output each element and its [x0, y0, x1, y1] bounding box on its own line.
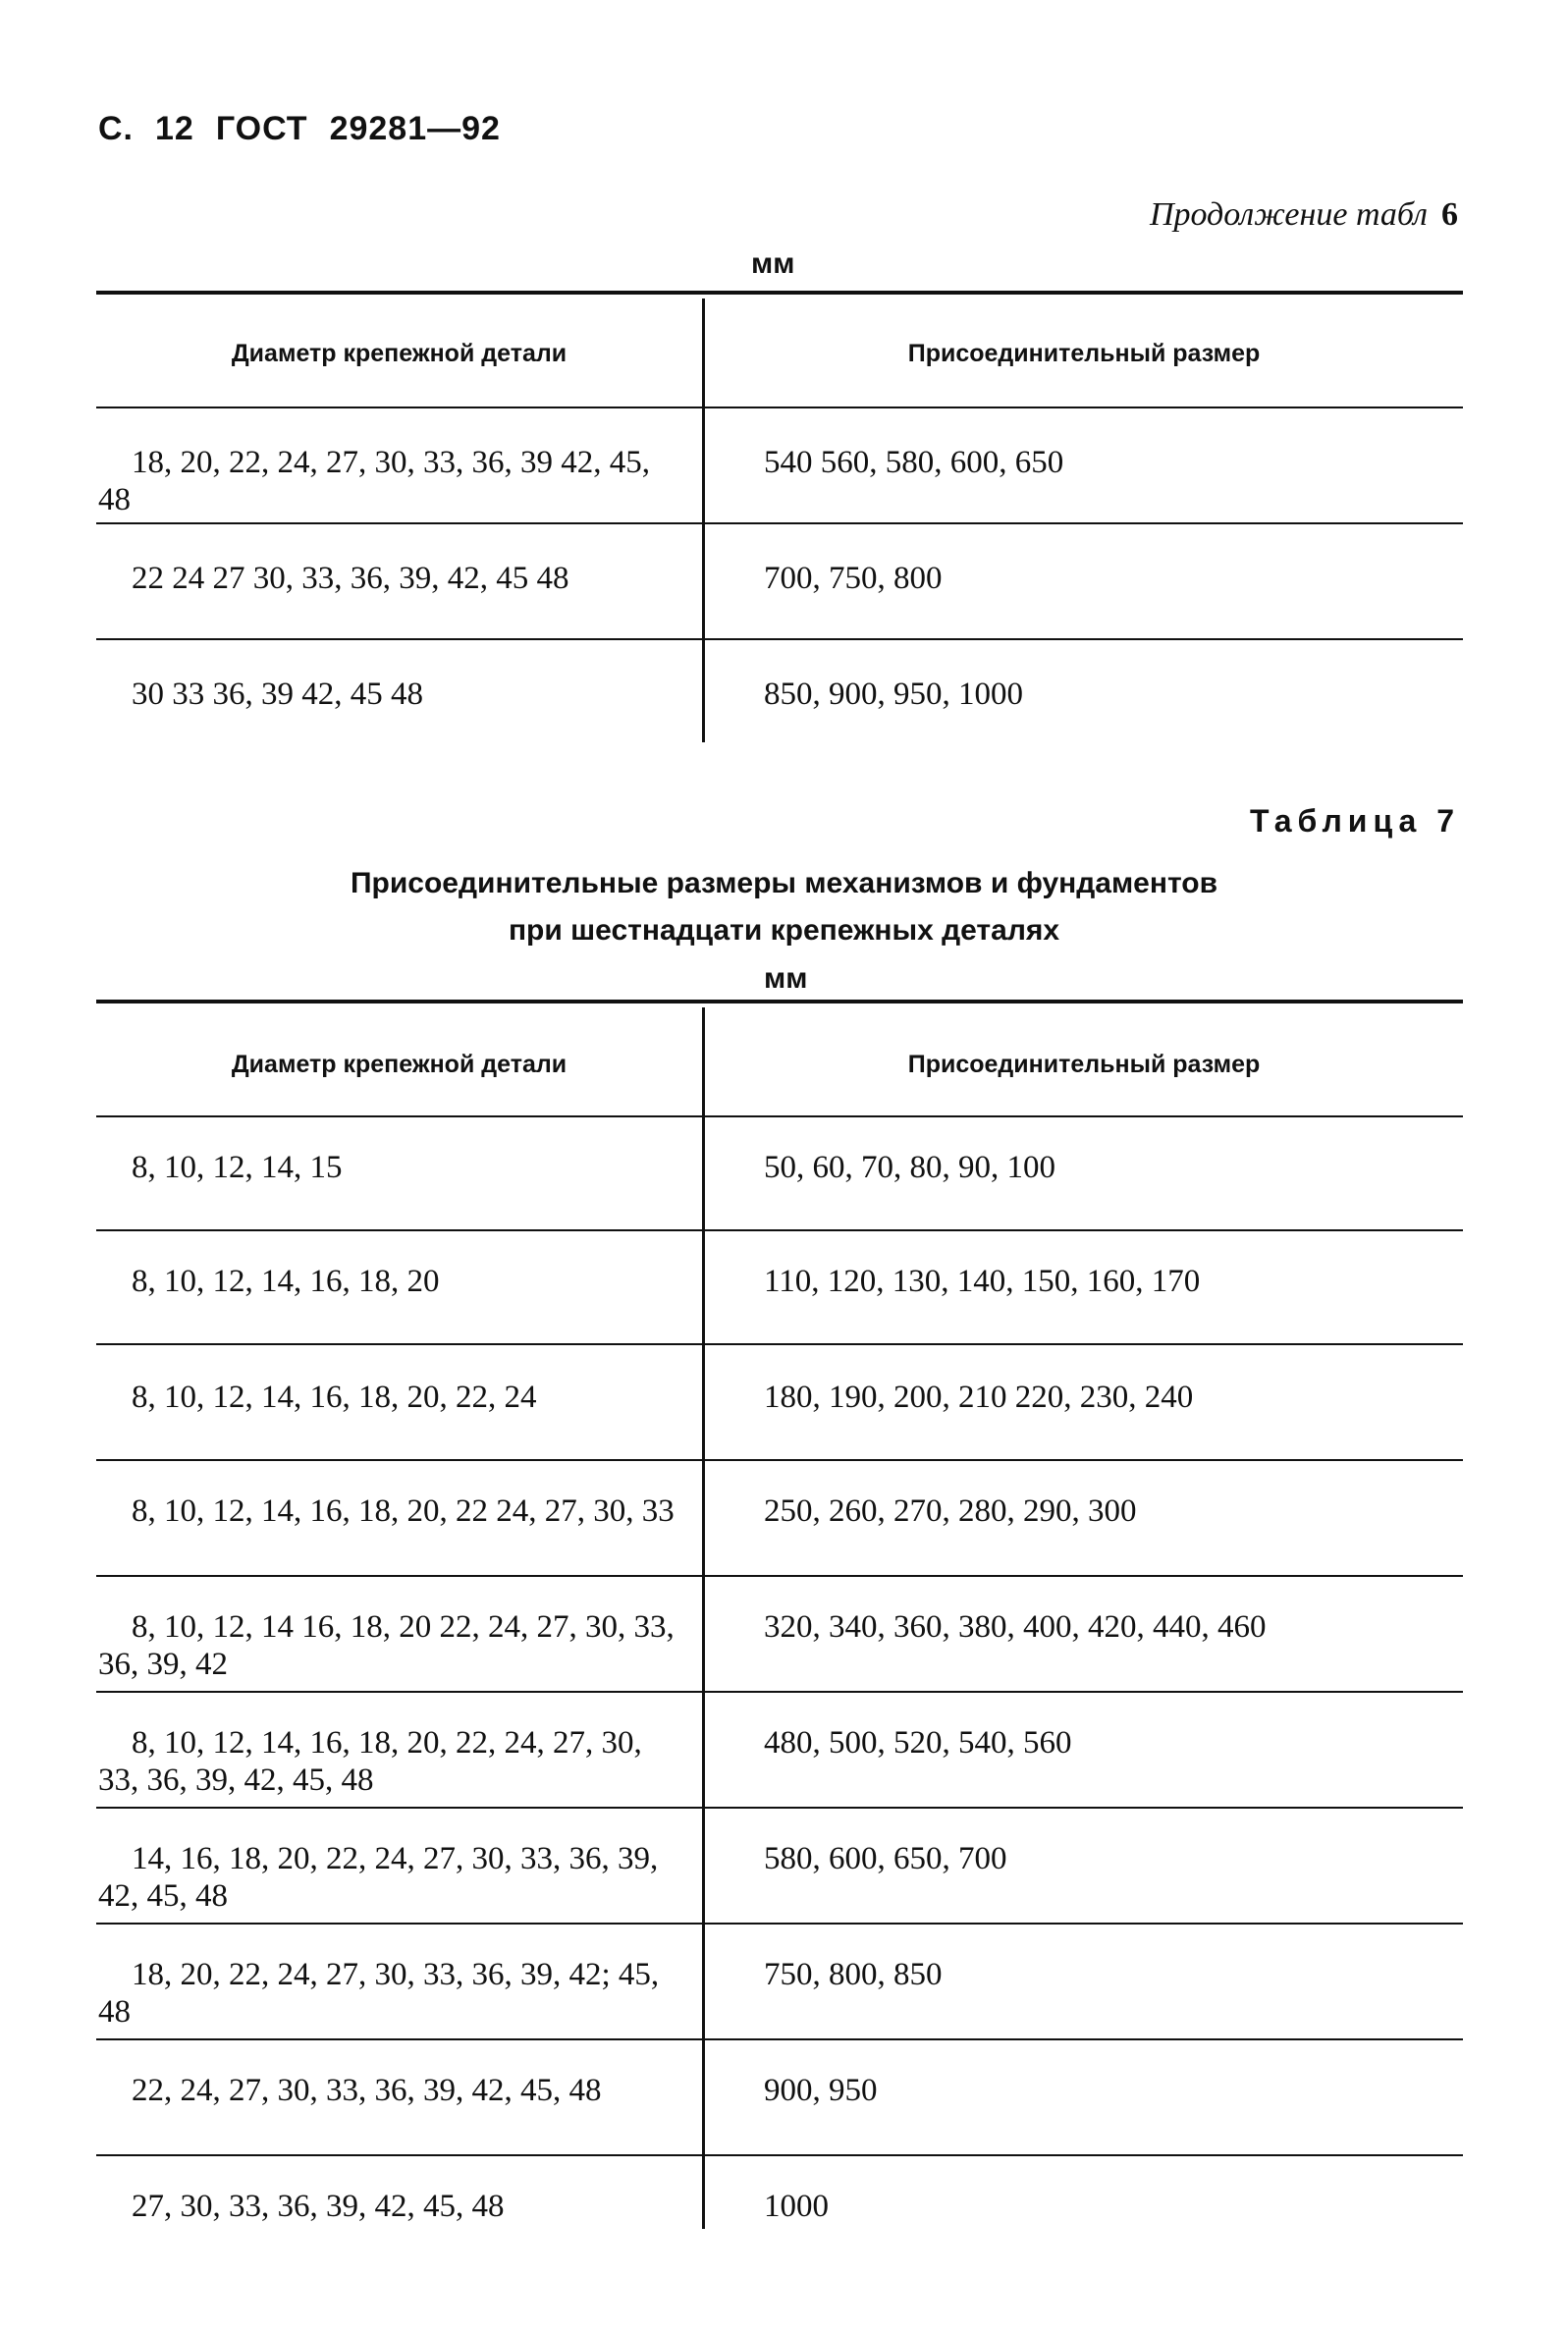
table6-unit: мм — [751, 247, 795, 280]
table7-header-rule — [96, 1115, 1463, 1117]
table7-column-divider — [702, 1007, 705, 2229]
table7-row8-size: 750, 800, 850 — [764, 1957, 943, 1992]
table7-row5-diameter: 8, 10, 12, 14 16, 18, 20 22, 24, 27, 30, 33, 36, 39, 42 — [98, 1609, 675, 1682]
table7-row5-size: 320, 340, 360, 380, 400, 420, 440, 460 — [764, 1609, 1267, 1645]
table7 — [96, 1000, 1463, 2237]
table7-row-rule — [96, 1691, 1463, 1693]
table6-row3-diameter: 30 33 36, 39 42, 45 48 — [132, 677, 423, 712]
page-header — [98, 110, 522, 148]
table7-row-rule — [96, 1229, 1463, 1231]
table7-title-line2: при шестнадцати крепежных деталях — [508, 914, 1060, 947]
page-prefix: С. — [98, 110, 134, 147]
table7-unit: мм — [764, 962, 808, 995]
table7-row4-diameter: 8, 10, 12, 14, 16, 18, 20, 22 24, 27, 30, 33 — [132, 1493, 675, 1529]
table7-row2-size: 110, 120, 130, 140, 150, 160, 170 — [764, 1264, 1201, 1299]
table7-row1-size: 50, 60, 70, 80, 90, 100 — [764, 1150, 1055, 1185]
table7-top-rule — [96, 1000, 1463, 1003]
table6-row-rule — [96, 522, 1463, 524]
table7-label: Таблица 7 — [1249, 803, 1460, 839]
table7-row-rule — [96, 2038, 1463, 2040]
table6-row-rule — [96, 638, 1463, 640]
table7-row1-diameter: 8, 10, 12, 14, 15 — [132, 1150, 343, 1185]
table7-title-line1: Присоединительные размеры механизмов и фундаментов — [350, 867, 1218, 899]
table6-col2-header: Присоединительный размер — [907, 340, 1261, 367]
table6-caption — [1150, 196, 1458, 234]
table6 — [96, 291, 1463, 752]
page-number: 12 — [155, 110, 194, 147]
standard-number: 29281—92 — [329, 110, 501, 147]
table6-col1-header: Диаметр крепежной детали — [231, 340, 568, 367]
table6-top-rule — [96, 291, 1463, 295]
table7-row7-size: 580, 600, 650, 700 — [764, 1841, 1007, 1876]
table7-row9-diameter: 22, 24, 27, 30, 33, 36, 39, 42, 45, 48 — [132, 2073, 602, 2108]
table7-row3-diameter: 8, 10, 12, 14, 16, 18, 20, 22, 24 — [132, 1380, 537, 1415]
table7-row6-size: 480, 500, 520, 540, 560 — [764, 1725, 1072, 1761]
table7-row9-size: 900, 950 — [764, 2073, 878, 2108]
table7-row-rule — [96, 2154, 1463, 2156]
table7-row-rule — [96, 1343, 1463, 1345]
table6-row3-size: 850, 900, 950, 1000 — [764, 677, 1023, 712]
table6-row2-diameter: 22 24 27 30, 33, 36, 39, 42, 45 48 — [132, 561, 569, 596]
table7-row6-diameter: 8, 10, 12, 14, 16, 18, 20, 22, 24, 27, 30, 33, 36, 39, 42, 45, 48 — [98, 1725, 642, 1798]
table7-row-rule — [96, 1575, 1463, 1577]
table6-header-rule — [96, 407, 1463, 408]
table7-row-rule — [96, 1459, 1463, 1461]
table7-row3-size: 180, 190, 200, 210 220, 230, 240 — [764, 1380, 1194, 1415]
table6-row1-diameter: 18, 20, 22, 24, 27, 30, 33, 36, 39 42, 45, 48 — [98, 445, 650, 517]
table7-row-rule — [96, 1807, 1463, 1809]
table6-caption-number: 6 — [1441, 196, 1458, 233]
standard-label: ГОСТ — [215, 110, 308, 147]
table7-row-rule — [96, 1923, 1463, 1925]
table7-row7-diameter: 14, 16, 18, 20, 22, 24, 27, 30, 33, 36, 39, 42, 45, 48 — [98, 1841, 659, 1914]
table7-row10-diameter: 27, 30, 33, 36, 39, 42, 45, 48 — [132, 2189, 505, 2224]
table7-row4-size: 250, 260, 270, 280, 290, 300 — [764, 1493, 1137, 1529]
table7-row8-diameter: 18, 20, 22, 24, 27, 30, 33, 36, 39, 42; 45, 48 — [98, 1957, 660, 2030]
table7-col2-header: Присоединительный размер — [907, 1051, 1261, 1078]
table7-row10-size: 1000 — [764, 2189, 829, 2224]
table7-row2-diameter: 8, 10, 12, 14, 16, 18, 20 — [132, 1264, 440, 1299]
table6-row1-size: 540 560, 580, 600, 650 — [764, 445, 1064, 480]
table7-col1-header: Диаметр крепежной детали — [231, 1051, 568, 1078]
table6-caption-text: Продолжение табл — [1149, 196, 1428, 233]
table6-row2-size: 700, 750, 800 — [764, 561, 943, 596]
